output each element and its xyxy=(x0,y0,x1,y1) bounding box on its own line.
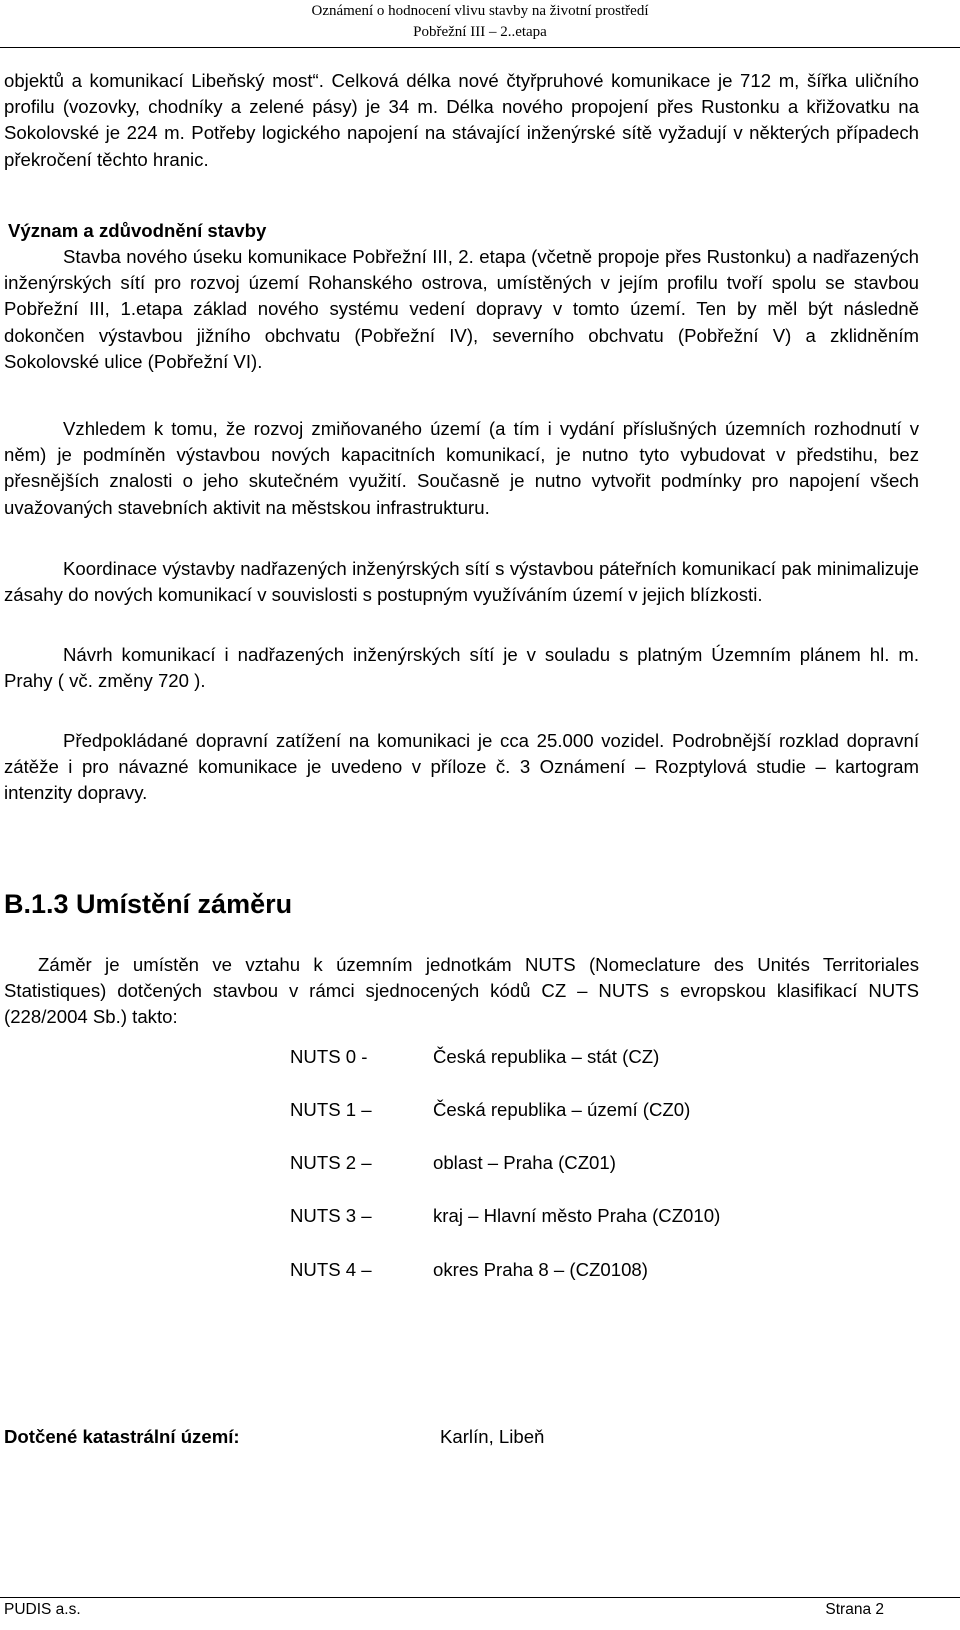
nuts-description: oblast – Praha (CZ01) xyxy=(433,1152,616,1173)
nuts-code: NUTS 1 – xyxy=(290,1099,372,1120)
nuts-description: Česká republika – území (CZ0) xyxy=(433,1099,691,1120)
header-title: Oznámení o hodnocení vlivu stavby na životní prostředí xyxy=(311,3,649,19)
paragraph-coordination: Koordinace výstavby nadřazených inženýrských sítí s výstavbou páteřních komunikací pak minimalizuje zásahy do nových komunikací v souvislosti s postupným využíváním území v jejich blízkosti. xyxy=(4,558,919,606)
paragraph-land-plan: Návrh komunikací i nadřazených inženýrských sítí je v souladu s platným Územním plánem hl. m. Prahy ( vč. změny 720 ). xyxy=(4,644,919,692)
header-divider xyxy=(0,47,960,48)
cadastral-value: Karlín, Libeň xyxy=(440,1426,545,1447)
section-heading-significance: Význam a zdůvodnění stavby xyxy=(8,220,267,241)
footer-company: PUDIS a.s. xyxy=(4,1601,81,1618)
footer-page-number: Strana 2 xyxy=(825,1601,884,1618)
nuts-code: NUTS 0 - xyxy=(290,1046,368,1067)
footer-divider xyxy=(0,1597,960,1598)
paragraph-significance: Stavba nového úseku komunikace Pobřežní III, 2. etapa (včetně propoje přes Rustonku) a nadřazených inženýrských sítí pro rozvoj území Rohanského ostrova, umístěných v jejím profilu tvoří spolu se stavbou Pobřežní III, 1.etapa základ nového systému vedení dopravy v tomto území. Ten by měl být následně dokončen výstavbou jižního obchvatu (Pobřežní IV), severního obchvatu (Pobřežní V) a zklidněním Sokolovské ulice (Pobřežní VI). xyxy=(4,246,919,372)
section-title-b13: B.1.3 Umístění záměru xyxy=(4,889,293,919)
header-subtitle: Pobřežní III – 2..etapa xyxy=(413,24,547,40)
nuts-description: kraj – Hlavní město Praha (CZ010) xyxy=(433,1205,721,1226)
paragraph-traffic-load: Předpokládané dopravní zatížení na komunikaci je cca 25.000 vozidel. Podrobnější rozklad dopravní zátěže i pro návazné komunikace je uvedeno v příloze č. 3 Oznámení – Rozptylová studie – kartogram intenzity dopravy. xyxy=(4,730,919,804)
cadastral-label: Dotčené katastrální území: xyxy=(4,1426,240,1447)
nuts-description: Česká republika – stát (CZ) xyxy=(433,1046,660,1067)
nuts-description: okres Praha 8 – (CZ0108) xyxy=(433,1259,648,1280)
paragraph-nuts-intro: Záměr je umístěn ve vztahu k územním jednotkám NUTS (Nomeclature des Unités Territoriales Statistiques) dotčených stavbou v rámci sjednocených kódů CZ – NUTS s evropskou klasifikací NUTS (228/2004 Sb.) takto: xyxy=(4,954,919,1028)
page-header xyxy=(0,0,960,52)
nuts-code: NUTS 2 – xyxy=(290,1152,372,1173)
nuts-code: NUTS 3 – xyxy=(290,1205,372,1226)
paragraph-intro: objektů a komunikací Libeňský most“. Celková délka nové čtyřpruhové komunikace je 712 m, šířka uličního profilu (vozovky, chodníky a zelené pásy) je 34 m. Délka nového propojení přes Rustonku a křižovatku na Sokolovské je 224 m. Potřeby logického napojení na stávající inženýrské sítě vyžadují v některých případech překročení těchto hranic. xyxy=(4,70,919,170)
paragraph-development: Vzhledem k tomu, že rozvoj zmiňovaného území (a tím i vydání příslušných územních rozhodnutí v něm) je podmíněn výstavbou nových kapacitních komunikací, je nutno tyto vybudovat v předstihu, bez přesnějších znalosti o jeho skutečném využití. Současně je nutno vytvořit podmínky pro napojení všech uvažovaných stavebních aktivit na městskou infrastrukturu. xyxy=(4,418,919,518)
nuts-code: NUTS 4 – xyxy=(290,1259,372,1280)
